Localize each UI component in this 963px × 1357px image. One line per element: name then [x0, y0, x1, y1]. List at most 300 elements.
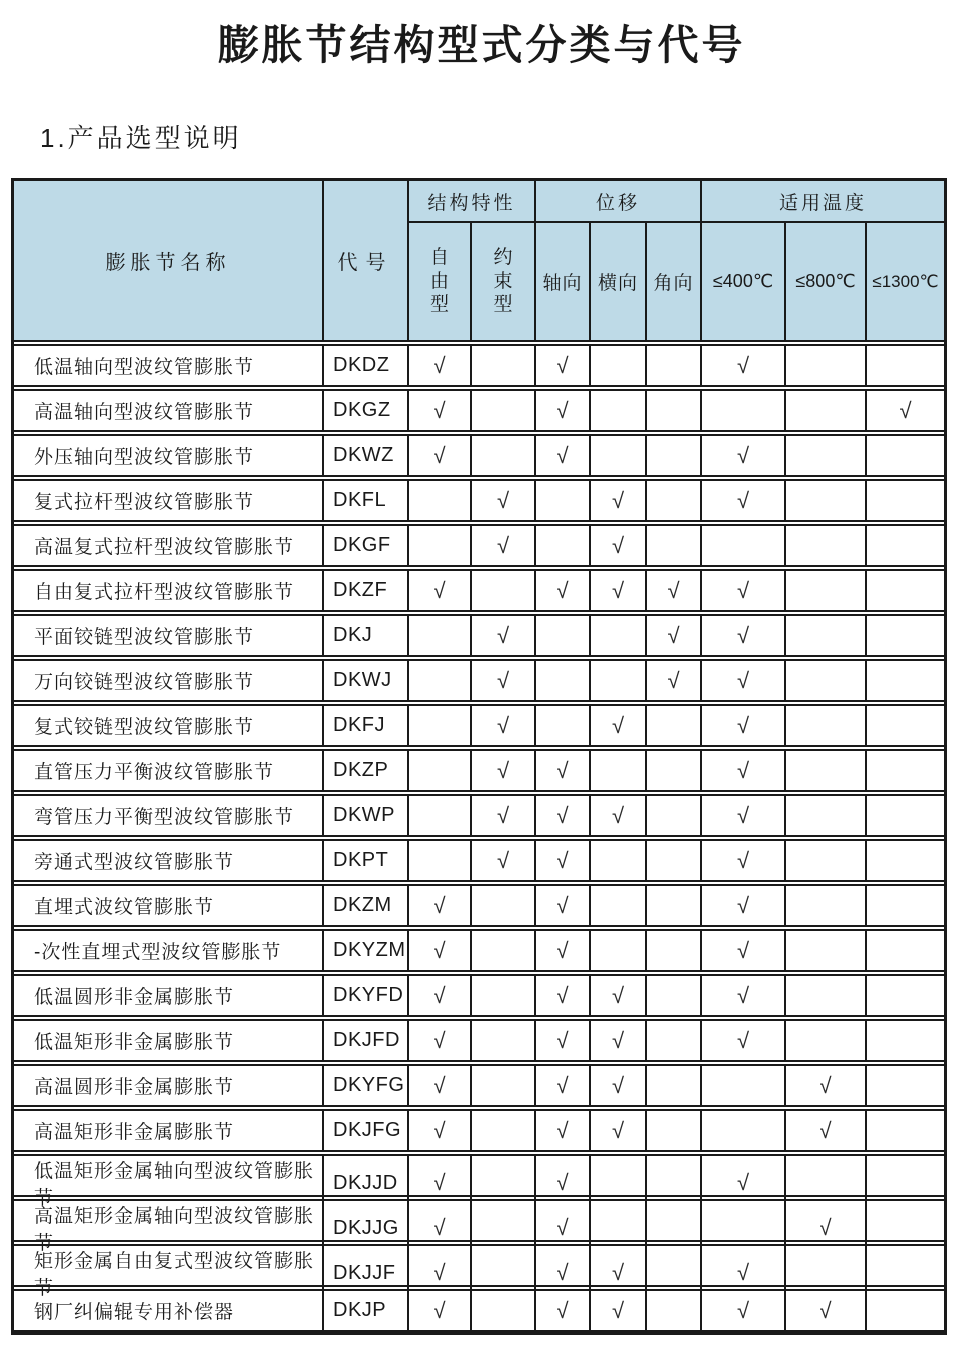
row-code-cell: DKPT [324, 841, 409, 880]
check-cell-temp_1300 [867, 1111, 944, 1150]
check-cell-temp_1300 [867, 526, 944, 565]
check-cell-temp_400 [702, 481, 786, 520]
check-cell-temp_400 [702, 346, 786, 385]
check-cell-angular [647, 886, 702, 925]
row-name-cell: 矩形金属自由复式型波纹管膨胀节 [14, 1246, 324, 1300]
row-name-cell: 旁通式型波纹管膨胀节 [14, 841, 324, 880]
row-code-cell: DKJFD [324, 1021, 409, 1060]
row-name-cell: 复式铰链型波纹管膨胀节 [14, 706, 324, 745]
check-mark: √ [496, 847, 510, 873]
check-cell-temp_400 [702, 616, 786, 655]
header-sub-temp-400: ≤400℃ [702, 223, 786, 340]
check-cell-temp_1300 [867, 481, 944, 520]
check-mark: √ [556, 1027, 569, 1053]
check-mark: √ [736, 1297, 750, 1323]
row-code-cell: DKFL [324, 481, 409, 520]
check-cell-lateral [591, 661, 647, 700]
row-name-cell: 低温矩形金属轴向型波纹管膨胀节 [14, 1156, 324, 1210]
header-sub-axial: 轴向 [536, 223, 591, 340]
check-cell-temp_400 [702, 976, 786, 1015]
check-cell-lateral [591, 1291, 647, 1330]
check-cell-free_type [409, 706, 472, 745]
row-code-cell: DKWP [324, 796, 409, 835]
check-mark: √ [433, 982, 446, 1008]
check-cell-lateral [591, 706, 647, 745]
check-mark: √ [433, 1297, 446, 1323]
check-cell-temp_800 [786, 1021, 867, 1060]
check-cell-lateral [591, 346, 647, 385]
check-cell-axial [536, 1021, 591, 1060]
check-cell-temp_800 [786, 436, 867, 475]
check-mark: √ [496, 712, 510, 738]
check-mark: √ [433, 1027, 446, 1053]
check-cell-free_type [409, 931, 472, 970]
check-cell-angular [647, 526, 702, 565]
check-mark: √ [496, 667, 510, 693]
check-mark: √ [496, 757, 510, 783]
check-mark: √ [736, 442, 750, 468]
check-cell-lateral [591, 886, 647, 925]
row-code-cell: DKZF [324, 571, 409, 610]
check-mark: √ [556, 892, 569, 918]
check-cell-lateral [591, 1066, 647, 1105]
check-mark: √ [496, 622, 510, 648]
header-cell-name: 膨胀节名称 [14, 181, 324, 340]
check-cell-free_type [409, 616, 472, 655]
check-cell-free_type [409, 1111, 472, 1150]
check-cell-temp_1300 [867, 346, 944, 385]
check-cell-constrained_type [472, 706, 536, 745]
check-cell-constrained_type [472, 796, 536, 835]
check-cell-axial [536, 391, 591, 430]
check-cell-constrained_type [472, 1291, 536, 1330]
check-mark: √ [611, 1027, 625, 1053]
table-row [14, 929, 944, 972]
table-row [14, 569, 944, 612]
check-mark: √ [556, 352, 569, 378]
check-mark: √ [556, 1215, 569, 1240]
row-name-cell: 弯管压力平衡型波纹管膨胀节 [14, 796, 324, 835]
check-mark: √ [899, 397, 912, 423]
check-cell-angular [647, 436, 702, 475]
check-cell-temp_400 [702, 841, 786, 880]
check-mark: √ [556, 802, 569, 828]
check-mark: √ [433, 1170, 446, 1195]
check-cell-temp_400 [702, 571, 786, 610]
check-mark: √ [433, 892, 446, 918]
check-cell-axial [536, 571, 591, 610]
check-mark: √ [556, 1117, 569, 1143]
check-mark: √ [496, 487, 510, 513]
check-cell-free_type [409, 391, 472, 430]
check-cell-axial [536, 886, 591, 925]
check-cell-constrained_type [472, 481, 536, 520]
table-row [14, 749, 944, 792]
row-name-cell: 钢厂纠偏辊专用补偿器 [14, 1291, 324, 1330]
check-cell-constrained_type [472, 1021, 536, 1060]
check-mark: √ [736, 622, 750, 648]
table-row [14, 344, 944, 387]
row-name-cell: 万向铰链型波纹管膨胀节 [14, 661, 324, 700]
check-cell-free_type [409, 841, 472, 880]
check-mark: √ [611, 532, 625, 558]
check-mark: √ [736, 712, 750, 738]
check-cell-axial [536, 436, 591, 475]
check-mark: √ [556, 982, 569, 1008]
check-cell-temp_400 [702, 526, 786, 565]
check-mark: √ [611, 1117, 625, 1143]
check-cell-temp_800 [786, 616, 867, 655]
table-row [14, 659, 944, 702]
row-name-cell: 高温复式拉杆型波纹管膨胀节 [14, 526, 324, 565]
check-cell-constrained_type [472, 1111, 536, 1150]
row-code-cell: DKJJF [324, 1246, 409, 1300]
check-mark: √ [433, 352, 446, 378]
check-cell-lateral [591, 1021, 647, 1060]
check-cell-free_type [409, 571, 472, 610]
check-cell-temp_800 [786, 481, 867, 520]
check-cell-temp_800 [786, 796, 867, 835]
check-cell-angular [647, 931, 702, 970]
row-code-cell: DKYFG [324, 1066, 409, 1105]
check-mark: √ [611, 1297, 625, 1323]
check-mark: √ [611, 487, 625, 513]
check-cell-axial [536, 661, 591, 700]
check-cell-angular [647, 1111, 702, 1150]
check-mark: √ [556, 757, 569, 783]
check-mark: √ [736, 892, 750, 918]
row-name-cell: 自由复式拉杆型波纹管膨胀节 [14, 571, 324, 610]
table-row [14, 389, 944, 432]
table-row [14, 1244, 944, 1299]
check-mark: √ [736, 667, 750, 693]
check-cell-temp_400 [702, 1021, 786, 1060]
check-mark: √ [667, 667, 680, 693]
check-mark: √ [433, 577, 446, 603]
check-cell-temp_400 [702, 751, 786, 790]
check-cell-angular [647, 841, 702, 880]
check-cell-constrained_type [472, 841, 536, 880]
check-cell-temp_400 [702, 706, 786, 745]
table-row [14, 1289, 944, 1332]
check-mark: √ [433, 397, 446, 423]
check-cell-free_type [409, 526, 472, 565]
table-row [14, 1154, 944, 1209]
page-title: 膨胀节结构型式分类与代号 [217, 22, 746, 68]
check-cell-temp_400 [702, 1291, 786, 1330]
check-cell-angular [647, 706, 702, 745]
check-cell-temp_1300 [867, 1291, 944, 1330]
check-cell-temp_1300 [867, 706, 944, 745]
row-code-cell: DKYZM [324, 931, 409, 970]
table-row [14, 479, 944, 522]
check-cell-constrained_type [472, 886, 536, 925]
check-cell-free_type [409, 661, 472, 700]
row-name-cell: 高温矩形金属轴向型波纹管膨胀节 [14, 1201, 324, 1255]
check-mark: √ [611, 802, 625, 828]
header-sub-temp-1300: ≤1300℃ [872, 271, 939, 291]
check-cell-axial [536, 841, 591, 880]
check-mark: √ [819, 1117, 832, 1143]
row-name-cell: 低温圆形非金属膨胀节 [14, 976, 324, 1015]
row-name-cell: 高温矩形非金属膨胀节 [14, 1111, 324, 1150]
row-code-cell: DKWZ [324, 436, 409, 475]
row-code-cell: DKZM [324, 886, 409, 925]
check-cell-angular [647, 481, 702, 520]
check-cell-lateral [591, 841, 647, 880]
check-mark: √ [736, 577, 750, 603]
check-cell-lateral [591, 571, 647, 610]
row-name-cell: 高温轴向型波纹管膨胀节 [14, 391, 324, 430]
check-cell-free_type [409, 1066, 472, 1105]
table-row [14, 794, 944, 837]
check-cell-lateral [591, 526, 647, 565]
check-cell-temp_400 [702, 436, 786, 475]
check-mark: √ [556, 577, 569, 603]
header-sub-lateral: 横向 [591, 223, 647, 340]
header-cell-code: 代号 [324, 181, 409, 340]
row-code-cell: DKJFG [324, 1111, 409, 1150]
check-mark: √ [433, 442, 446, 468]
row-code-cell: DKYFD [324, 976, 409, 1015]
check-cell-constrained_type [472, 661, 536, 700]
check-cell-temp_1300 [867, 976, 944, 1015]
check-cell-temp_400 [702, 1111, 786, 1150]
check-cell-temp_400 [702, 391, 786, 430]
check-mark: √ [556, 1297, 569, 1323]
check-mark: √ [433, 937, 446, 963]
check-cell-angular [647, 1066, 702, 1105]
check-cell-free_type [409, 886, 472, 925]
check-cell-angular [647, 346, 702, 385]
check-cell-temp_1300 [867, 571, 944, 610]
check-cell-axial [536, 526, 591, 565]
row-code-cell: DKJJG [324, 1201, 409, 1255]
check-cell-free_type [409, 346, 472, 385]
row-code-cell: DKZP [324, 751, 409, 790]
check-cell-temp_800 [786, 1291, 867, 1330]
check-cell-constrained_type [472, 976, 536, 1015]
check-cell-free_type [409, 976, 472, 1015]
check-cell-temp_800 [786, 751, 867, 790]
check-cell-temp_800 [786, 841, 867, 880]
check-cell-free_type [409, 1021, 472, 1060]
check-cell-axial [536, 616, 591, 655]
row-code-cell: DKDZ [324, 346, 409, 385]
check-mark: √ [819, 1072, 832, 1098]
header-group-structure: 结构特性 [409, 181, 536, 223]
check-cell-axial [536, 931, 591, 970]
check-cell-axial [536, 1291, 591, 1330]
check-mark: √ [611, 1072, 625, 1098]
check-cell-temp_1300 [867, 841, 944, 880]
row-name-cell: 低温轴向型波纹管膨胀节 [14, 346, 324, 385]
table-row [14, 839, 944, 882]
check-cell-constrained_type [472, 751, 536, 790]
check-mark: √ [819, 1297, 832, 1323]
check-cell-free_type [409, 796, 472, 835]
check-cell-temp_1300 [867, 751, 944, 790]
check-cell-lateral [591, 481, 647, 520]
check-cell-temp_800 [786, 661, 867, 700]
check-cell-temp_800 [786, 1111, 867, 1150]
row-name-cell: 平面铰链型波纹管膨胀节 [14, 616, 324, 655]
check-mark: √ [736, 982, 750, 1008]
check-cell-axial [536, 1066, 591, 1105]
check-cell-temp_1300 [867, 1021, 944, 1060]
table-row [14, 974, 944, 1017]
check-mark: √ [433, 1072, 446, 1098]
check-mark: √ [556, 937, 569, 963]
table-body [14, 344, 944, 1332]
check-cell-constrained_type [472, 526, 536, 565]
table-row [14, 1064, 944, 1107]
section-heading: 1.产品选型说明 [40, 123, 242, 153]
check-cell-angular [647, 616, 702, 655]
check-mark: √ [496, 532, 510, 558]
table-row [14, 434, 944, 477]
check-cell-temp_1300 [867, 1066, 944, 1105]
check-cell-temp_800 [786, 931, 867, 970]
check-mark: √ [736, 352, 750, 378]
check-cell-angular [647, 1021, 702, 1060]
header-sub-temp-800: ≤800℃ [786, 223, 867, 340]
check-cell-axial [536, 751, 591, 790]
check-cell-temp_400 [702, 886, 786, 925]
table-row [14, 1109, 944, 1152]
check-cell-temp_800 [786, 1066, 867, 1105]
check-mark: √ [736, 487, 750, 513]
check-cell-angular [647, 796, 702, 835]
check-cell-axial [536, 796, 591, 835]
check-mark: √ [736, 1170, 750, 1195]
check-cell-lateral [591, 976, 647, 1015]
check-cell-temp_800 [786, 976, 867, 1015]
check-cell-lateral [591, 616, 647, 655]
table-row [14, 884, 944, 927]
product-table [11, 178, 947, 1335]
check-cell-temp_400 [702, 661, 786, 700]
check-cell-lateral [591, 931, 647, 970]
check-cell-angular [647, 976, 702, 1015]
check-mark: √ [496, 802, 510, 828]
check-cell-angular [647, 391, 702, 430]
check-cell-lateral [591, 391, 647, 430]
row-name-cell: 复式拉杆型波纹管膨胀节 [14, 481, 324, 520]
check-cell-free_type [409, 481, 472, 520]
check-cell-temp_800 [786, 571, 867, 610]
check-cell-axial [536, 346, 591, 385]
row-name-cell: 低温矩形非金属膨胀节 [14, 1021, 324, 1060]
row-name-cell: -次性直埋式型波纹管膨胀节 [14, 931, 324, 970]
check-cell-lateral [591, 751, 647, 790]
check-cell-temp_1300 [867, 931, 944, 970]
check-cell-lateral [591, 1111, 647, 1150]
check-cell-temp_1300 [867, 796, 944, 835]
check-cell-axial [536, 976, 591, 1015]
check-cell-constrained_type [472, 346, 536, 385]
check-cell-axial [536, 481, 591, 520]
row-code-cell: DKGZ [324, 391, 409, 430]
check-cell-constrained_type [472, 1066, 536, 1105]
check-mark: √ [433, 1260, 446, 1285]
check-mark: √ [433, 1117, 446, 1143]
check-cell-lateral [591, 796, 647, 835]
check-mark: √ [736, 1027, 750, 1053]
header-group-displacement: 位移 [536, 181, 702, 223]
check-mark: √ [819, 1215, 832, 1240]
check-cell-temp_800 [786, 346, 867, 385]
check-mark: √ [556, 847, 569, 873]
check-mark: √ [556, 1072, 569, 1098]
check-cell-temp_400 [702, 1066, 786, 1105]
check-cell-constrained_type [472, 391, 536, 430]
check-cell-temp_800 [786, 886, 867, 925]
row-name-cell: 直埋式波纹管膨胀节 [14, 886, 324, 925]
check-mark: √ [611, 982, 625, 1008]
check-cell-constrained_type [472, 436, 536, 475]
table-row [14, 524, 944, 567]
check-cell-temp_800 [786, 391, 867, 430]
check-cell-free_type [409, 1291, 472, 1330]
check-cell-angular [647, 661, 702, 700]
check-cell-temp_400 [702, 931, 786, 970]
check-cell-angular [647, 751, 702, 790]
row-name-cell: 高温圆形非金属膨胀节 [14, 1066, 324, 1105]
check-mark: √ [433, 1215, 446, 1240]
row-code-cell: DKJJD [324, 1156, 409, 1210]
check-cell-temp_1300 [867, 616, 944, 655]
check-mark: √ [556, 442, 569, 468]
check-cell-constrained_type [472, 571, 536, 610]
table-row [14, 1019, 944, 1062]
check-cell-lateral [591, 436, 647, 475]
check-mark: √ [611, 577, 625, 603]
check-cell-free_type [409, 751, 472, 790]
check-cell-free_type [409, 436, 472, 475]
row-name-cell: 直管压力平衡波纹管膨胀节 [14, 751, 324, 790]
check-mark: √ [736, 1260, 750, 1285]
check-mark: √ [556, 397, 569, 423]
table-row [14, 704, 944, 747]
check-cell-temp_400 [702, 796, 786, 835]
check-mark: √ [611, 1260, 625, 1285]
row-code-cell: DKWJ [324, 661, 409, 700]
header-sub-constrained-type: 约 束 型 [472, 223, 536, 340]
row-code-cell: DKJ [324, 616, 409, 655]
check-mark: √ [736, 847, 750, 873]
check-mark: √ [556, 1170, 569, 1195]
check-cell-constrained_type [472, 931, 536, 970]
check-cell-temp_1300 [867, 886, 944, 925]
check-mark: √ [736, 757, 750, 783]
header-group-temperature: 适用温度 [702, 181, 944, 223]
table-row [14, 614, 944, 657]
header-sub-angular: 角向 [647, 223, 702, 340]
check-cell-temp_1300 [867, 391, 944, 430]
check-cell-axial [536, 1111, 591, 1150]
check-mark: √ [667, 622, 680, 648]
check-cell-angular [647, 1291, 702, 1330]
check-cell-temp_800 [786, 706, 867, 745]
check-cell-axial [536, 706, 591, 745]
row-code-cell: DKGF [324, 526, 409, 565]
check-mark: √ [611, 712, 625, 738]
check-cell-constrained_type [472, 616, 536, 655]
row-name-cell: 外压轴向型波纹管膨胀节 [14, 436, 324, 475]
header-sub-free-type: 自 由 型 [409, 223, 472, 340]
check-cell-angular [647, 571, 702, 610]
